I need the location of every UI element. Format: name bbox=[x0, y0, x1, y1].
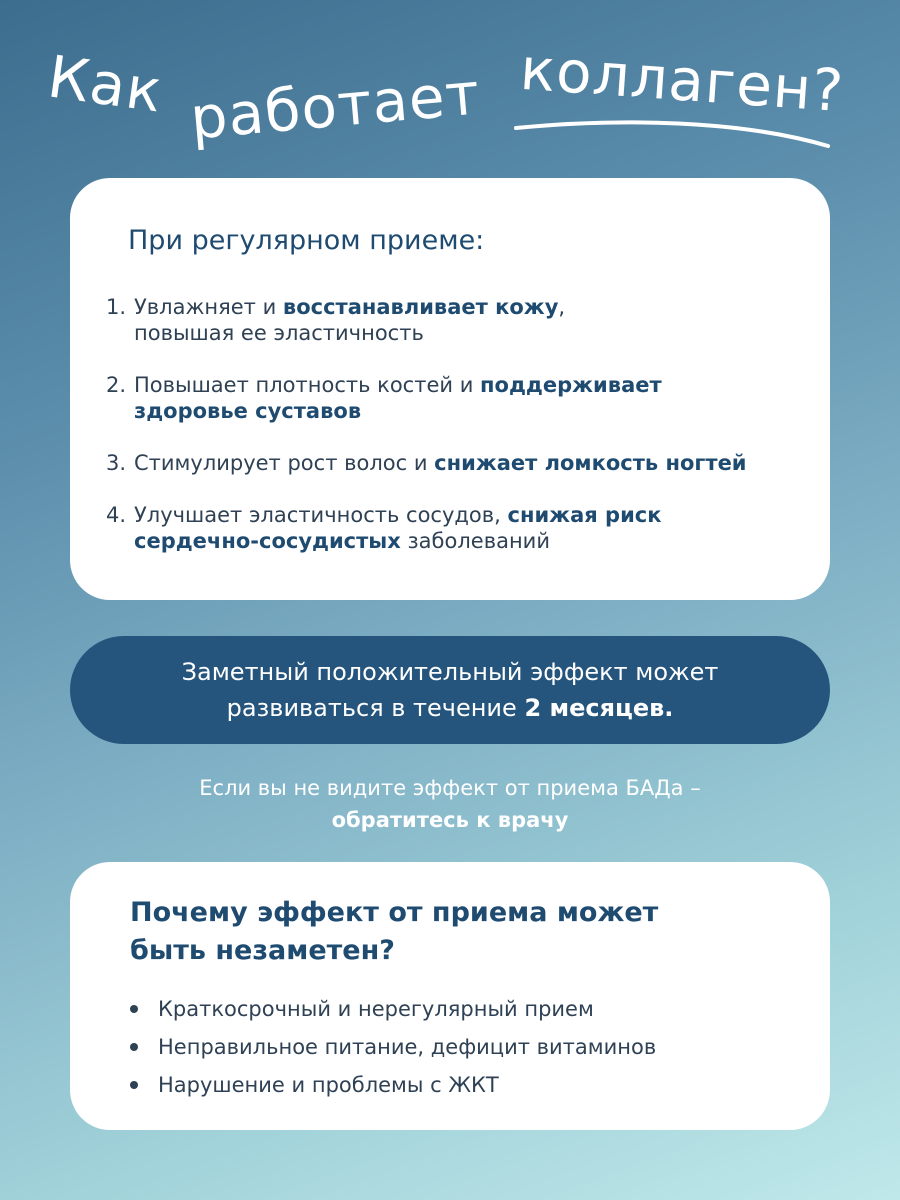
list-item-number: 3. bbox=[106, 451, 127, 475]
text-bold: поддерживает bbox=[480, 373, 662, 397]
list-item bbox=[130, 1072, 770, 1098]
regular-intake-card bbox=[70, 178, 830, 600]
title-word-kollagen: коллаген? bbox=[518, 34, 847, 126]
list-item-number: 1. bbox=[106, 295, 127, 319]
text-part: повышая ее эластичность bbox=[134, 321, 424, 345]
list-item-number: 2. bbox=[106, 373, 127, 397]
text-bold: сердечно-сосудистых bbox=[134, 529, 401, 553]
text-part: Повышает плотность костей и bbox=[134, 373, 481, 397]
reasons-card bbox=[70, 862, 830, 1130]
list-item-text bbox=[134, 294, 794, 346]
banner-line-1: Заметный положительный эффект может bbox=[181, 658, 719, 686]
banner-bold: 2 месяцев. bbox=[524, 694, 674, 722]
list-item bbox=[130, 996, 770, 1022]
list-item-text: Нарушение и проблемы с ЖКТ bbox=[158, 1073, 499, 1097]
text-bold: здоровье суставов bbox=[134, 399, 362, 423]
benefits-list bbox=[106, 294, 794, 554]
text-part: заболеваний bbox=[400, 529, 550, 553]
list-item bbox=[130, 1034, 770, 1060]
note-line-1: Если вы не видите эффект от приема БАДа – bbox=[199, 776, 701, 800]
reasons-heading bbox=[130, 894, 770, 970]
page-title bbox=[0, 0, 900, 160]
text-part: Стимулирует рост волос и bbox=[134, 451, 435, 475]
list-item bbox=[106, 450, 794, 476]
doctor-note bbox=[0, 772, 900, 836]
banner-line-2 bbox=[227, 690, 674, 726]
list-item-text: Неправильное питание, дефицит витаминов bbox=[158, 1035, 657, 1059]
list-item-number: 4. bbox=[106, 503, 127, 527]
heading-line: Почему эффект от приема может bbox=[130, 897, 659, 928]
bullet-icon bbox=[130, 1005, 138, 1013]
list-item-text: Краткосрочный и нерегулярный прием bbox=[158, 997, 594, 1021]
list-item-text bbox=[134, 450, 794, 476]
bullet-icon bbox=[130, 1043, 138, 1051]
title-word-rabotaet: работает bbox=[187, 59, 483, 153]
note-line-2: обратитесь к врачу bbox=[331, 808, 569, 832]
banner-text: развиваться в течение bbox=[226, 694, 525, 722]
title-word-kak: Как bbox=[43, 42, 167, 126]
regular-intake-heading: При регулярном приеме: bbox=[128, 225, 485, 256]
title-underline bbox=[510, 112, 840, 152]
text-part: Улучшает эластичность сосудов, bbox=[134, 503, 508, 527]
text-part: , bbox=[558, 295, 566, 319]
list-item-text bbox=[134, 372, 794, 424]
heading-line: быть незаметен? bbox=[130, 935, 395, 966]
list-item-text bbox=[134, 502, 794, 554]
list-item bbox=[106, 294, 794, 346]
bullet-icon bbox=[130, 1081, 138, 1089]
text-part: Увлажняет и bbox=[134, 295, 283, 319]
reasons-list bbox=[130, 996, 770, 1098]
text-bold: снижая риск bbox=[507, 503, 662, 527]
effect-banner bbox=[70, 636, 830, 744]
text-bold: снижает ломкость ногтей bbox=[434, 451, 747, 475]
list-item bbox=[106, 372, 794, 424]
list-item bbox=[106, 502, 794, 554]
text-bold: восстанавливает кожу bbox=[282, 295, 559, 319]
